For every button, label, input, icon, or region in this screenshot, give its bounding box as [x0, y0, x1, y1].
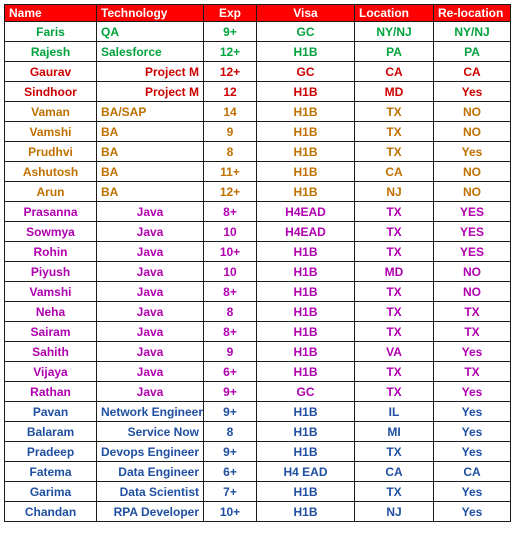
cell-name: Garima	[5, 482, 97, 502]
header-visa: Visa	[257, 5, 355, 22]
cell-technology: Data Engineer	[97, 462, 204, 482]
cell-name: Gaurav	[5, 62, 97, 82]
cell-exp: 6+	[204, 462, 257, 482]
table-row	[5, 222, 511, 242]
table-row	[5, 402, 511, 422]
cell-location: TX	[355, 382, 434, 402]
cell-location: TX	[355, 202, 434, 222]
header-relocation: Re-location	[434, 5, 511, 22]
table-row	[5, 82, 511, 102]
cell-exp: 9+	[204, 382, 257, 402]
cell-visa: H4EAD	[257, 202, 355, 222]
cell-location: TX	[355, 282, 434, 302]
cell-visa: H1B	[257, 342, 355, 362]
cell-exp: 7+	[204, 482, 257, 502]
cell-relocation: Yes	[434, 142, 511, 162]
cell-visa: H1B	[257, 502, 355, 522]
cell-name: Vaman	[5, 102, 97, 122]
cell-location: TX	[355, 482, 434, 502]
cell-visa: H1B	[257, 162, 355, 182]
cell-location: MD	[355, 262, 434, 282]
cell-name: Prudhvi	[5, 142, 97, 162]
cell-location: CA	[355, 462, 434, 482]
cell-relocation: YES	[434, 242, 511, 262]
cell-exp: 12	[204, 82, 257, 102]
cell-location: TX	[355, 222, 434, 242]
cell-exp: 8	[204, 422, 257, 442]
cell-visa: H1B	[257, 142, 355, 162]
cell-name: Sowmya	[5, 222, 97, 242]
cell-relocation: CA	[434, 62, 511, 82]
cell-technology: RPA Developer	[97, 502, 204, 522]
cell-relocation: Yes	[434, 482, 511, 502]
cell-exp: 8+	[204, 202, 257, 222]
header-row	[5, 5, 511, 22]
cell-relocation: TX	[434, 322, 511, 342]
cell-exp: 11+	[204, 162, 257, 182]
table-row	[5, 282, 511, 302]
table-row	[5, 62, 511, 82]
table-row	[5, 122, 511, 142]
table-row	[5, 162, 511, 182]
cell-relocation: Yes	[434, 82, 511, 102]
cell-technology: Java	[97, 242, 204, 262]
cell-technology: Devops Engineer	[97, 442, 204, 462]
cell-location: CA	[355, 62, 434, 82]
table-row	[5, 182, 511, 202]
cell-exp: 6+	[204, 362, 257, 382]
cell-exp: 9+	[204, 442, 257, 462]
cell-exp: 10	[204, 222, 257, 242]
cell-relocation: CA	[434, 462, 511, 482]
header-name: Name	[5, 5, 97, 22]
table-body	[5, 22, 511, 522]
cell-technology: Service Now	[97, 422, 204, 442]
cell-technology: BA/SAP	[97, 102, 204, 122]
cell-relocation: Yes	[434, 502, 511, 522]
cell-location: PA	[355, 42, 434, 62]
table-row	[5, 462, 511, 482]
cell-exp: 12+	[204, 182, 257, 202]
cell-name: Balaram	[5, 422, 97, 442]
table-row	[5, 322, 511, 342]
cell-visa: H1B	[257, 362, 355, 382]
cell-location: TX	[355, 102, 434, 122]
cell-relocation: TX	[434, 362, 511, 382]
cell-location: TX	[355, 322, 434, 342]
cell-exp: 8+	[204, 282, 257, 302]
cell-name: Pradeep	[5, 442, 97, 462]
cell-exp: 10+	[204, 502, 257, 522]
cell-relocation: NY/NJ	[434, 22, 511, 42]
cell-technology: QA	[97, 22, 204, 42]
table-row	[5, 102, 511, 122]
cell-name: Sindhoor	[5, 82, 97, 102]
cell-name: Vamshi	[5, 122, 97, 142]
cell-name: Pavan	[5, 402, 97, 422]
cell-technology: Project M	[97, 62, 204, 82]
cell-location: TX	[355, 442, 434, 462]
cell-name: Prasanna	[5, 202, 97, 222]
cell-visa: H1B	[257, 402, 355, 422]
cell-location: MD	[355, 82, 434, 102]
cell-relocation: NO	[434, 162, 511, 182]
cell-visa: H4EAD	[257, 222, 355, 242]
cell-visa: H1B	[257, 122, 355, 142]
cell-name: Neha	[5, 302, 97, 322]
cell-name: Sairam	[5, 322, 97, 342]
cell-technology: Java	[97, 362, 204, 382]
table-row	[5, 502, 511, 522]
cell-visa: GC	[257, 22, 355, 42]
cell-location: CA	[355, 162, 434, 182]
cell-visa: GC	[257, 382, 355, 402]
cell-technology: BA	[97, 122, 204, 142]
cell-relocation: NO	[434, 282, 511, 302]
cell-relocation: Yes	[434, 442, 511, 462]
cell-relocation: NO	[434, 182, 511, 202]
cell-location: NJ	[355, 502, 434, 522]
cell-name: Sahith	[5, 342, 97, 362]
cell-visa: H1B	[257, 442, 355, 462]
cell-exp: 9	[204, 342, 257, 362]
cell-visa: H1B	[257, 302, 355, 322]
cell-exp: 9+	[204, 402, 257, 422]
cell-relocation: Yes	[434, 402, 511, 422]
cell-technology: Java	[97, 222, 204, 242]
cell-technology: Project M	[97, 82, 204, 102]
cell-visa: GC	[257, 62, 355, 82]
table-row	[5, 42, 511, 62]
cell-location: TX	[355, 142, 434, 162]
cell-exp: 8+	[204, 322, 257, 342]
header-technology: Technology	[97, 5, 204, 22]
cell-technology: Network Engineer	[97, 402, 204, 422]
cell-visa: H1B	[257, 102, 355, 122]
cell-relocation: NO	[434, 122, 511, 142]
table-row	[5, 302, 511, 322]
header-exp: Exp	[204, 5, 257, 22]
cell-technology: Java	[97, 342, 204, 362]
cell-technology: BA	[97, 142, 204, 162]
cell-exp: 10	[204, 262, 257, 282]
cell-relocation: Yes	[434, 382, 511, 402]
table-row	[5, 442, 511, 462]
cell-location: TX	[355, 242, 434, 262]
cell-visa: H1B	[257, 42, 355, 62]
cell-location: TX	[355, 302, 434, 322]
cell-technology: Java	[97, 382, 204, 402]
cell-name: Vamshi	[5, 282, 97, 302]
cell-technology: Salesforce	[97, 42, 204, 62]
cell-relocation: Yes	[434, 422, 511, 442]
cell-technology: BA	[97, 162, 204, 182]
table-row	[5, 482, 511, 502]
candidate-sheet	[4, 4, 504, 522]
candidate-table	[4, 4, 511, 522]
cell-name: Faris	[5, 22, 97, 42]
table-row	[5, 362, 511, 382]
cell-visa: H1B	[257, 242, 355, 262]
cell-technology: Data Scientist	[97, 482, 204, 502]
cell-location: TX	[355, 362, 434, 382]
cell-exp: 9+	[204, 22, 257, 42]
cell-name: Ashutosh	[5, 162, 97, 182]
cell-name: Piyush	[5, 262, 97, 282]
header-location: Location	[355, 5, 434, 22]
cell-visa: H1B	[257, 82, 355, 102]
cell-technology: BA	[97, 182, 204, 202]
cell-visa: H1B	[257, 262, 355, 282]
cell-location: NY/NJ	[355, 22, 434, 42]
cell-exp: 12+	[204, 42, 257, 62]
cell-location: TX	[355, 122, 434, 142]
cell-location: MI	[355, 422, 434, 442]
table-row	[5, 422, 511, 442]
cell-visa: H1B	[257, 322, 355, 342]
table-row	[5, 382, 511, 402]
cell-name: Rathan	[5, 382, 97, 402]
table-row	[5, 242, 511, 262]
cell-exp: 8	[204, 142, 257, 162]
cell-name: Chandan	[5, 502, 97, 522]
cell-name: Arun	[5, 182, 97, 202]
cell-name: Fatema	[5, 462, 97, 482]
table-header	[5, 5, 511, 22]
cell-technology: Java	[97, 322, 204, 342]
cell-visa: H1B	[257, 422, 355, 442]
cell-exp: 8	[204, 302, 257, 322]
table-row	[5, 342, 511, 362]
cell-relocation: YES	[434, 202, 511, 222]
table-row	[5, 22, 511, 42]
cell-name: Rajesh	[5, 42, 97, 62]
cell-exp: 10+	[204, 242, 257, 262]
cell-exp: 9	[204, 122, 257, 142]
cell-relocation: NO	[434, 262, 511, 282]
cell-technology: Java	[97, 302, 204, 322]
cell-technology: Java	[97, 202, 204, 222]
cell-relocation: TX	[434, 302, 511, 322]
cell-name: Rohin	[5, 242, 97, 262]
table-row	[5, 142, 511, 162]
cell-visa: H1B	[257, 182, 355, 202]
cell-visa: H1B	[257, 282, 355, 302]
cell-visa: H4 EAD	[257, 462, 355, 482]
cell-location: VA	[355, 342, 434, 362]
cell-relocation: YES	[434, 222, 511, 242]
table-row	[5, 262, 511, 282]
cell-location: NJ	[355, 182, 434, 202]
cell-technology: Java	[97, 262, 204, 282]
cell-location: IL	[355, 402, 434, 422]
cell-name: Vijaya	[5, 362, 97, 382]
cell-technology: Java	[97, 282, 204, 302]
cell-exp: 14	[204, 102, 257, 122]
cell-relocation: NO	[434, 102, 511, 122]
cell-relocation: Yes	[434, 342, 511, 362]
table-row	[5, 202, 511, 222]
cell-exp: 12+	[204, 62, 257, 82]
cell-visa: H1B	[257, 482, 355, 502]
cell-relocation: PA	[434, 42, 511, 62]
